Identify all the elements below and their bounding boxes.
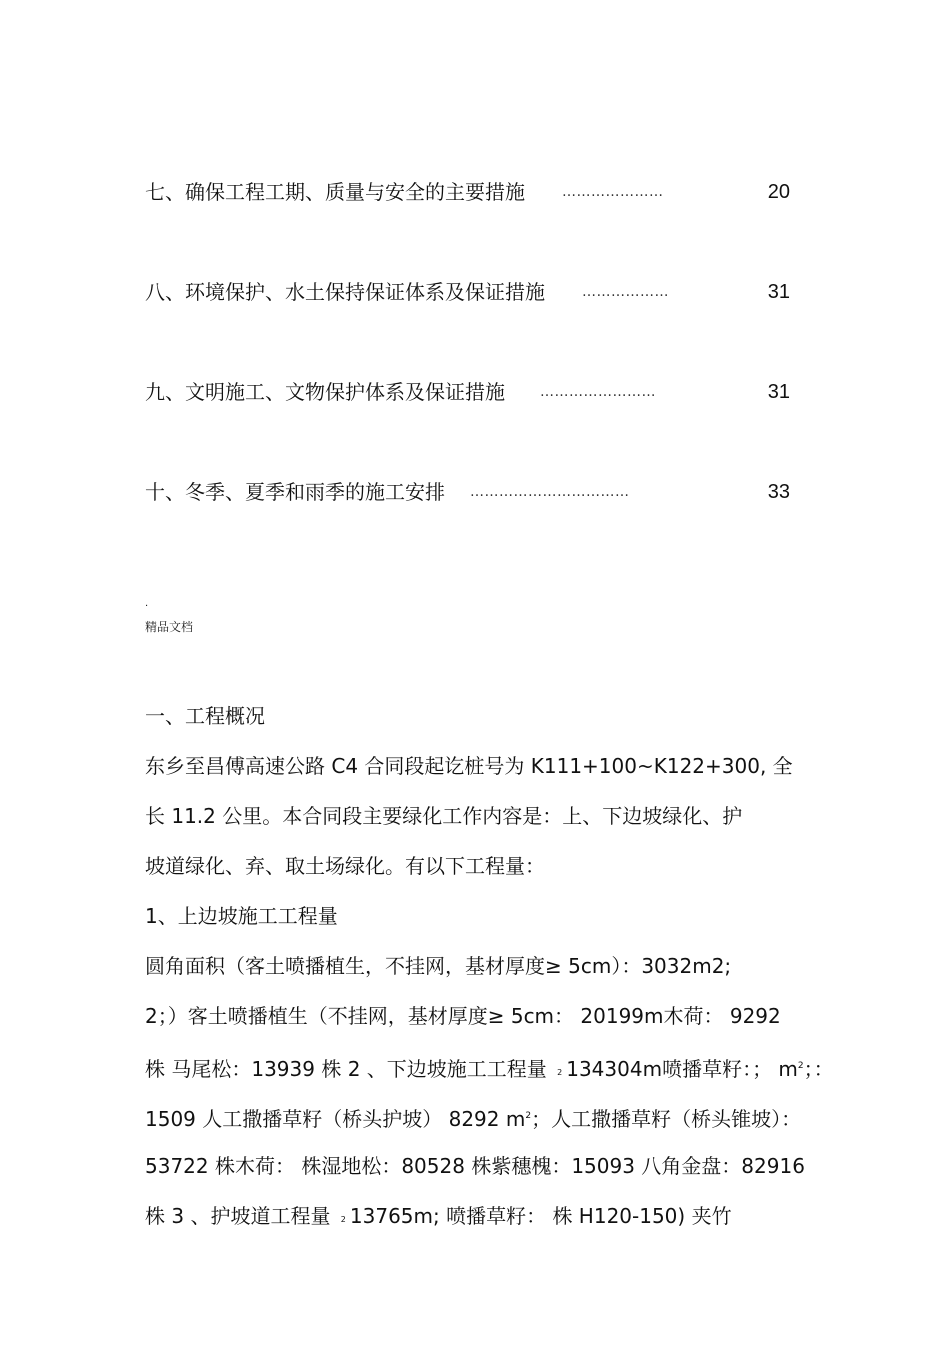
section-heading: 一、工程概况 [145,704,265,728]
toc-row-10 [145,477,795,507]
toc-row-8 [145,277,795,307]
toc-title: 七、确保工程工期、质量与安全的主要措施 [145,180,525,204]
toc-leader-dots: ………………… [562,184,664,200]
small-superscript: 2 [340,1215,346,1224]
document-watermark-label: 精品文档 [145,620,194,634]
toc-leader-dots: …………………………… [470,484,630,500]
toc-title: 九、文明施工、文物保护体系及保证措施 [145,380,505,404]
text-run: 株 马尾松：13939 株 2 、下边坡施工工程量 [145,1057,554,1081]
toc-title: 十、冬季、夏季和雨季的施工安排 [145,480,445,504]
body-line: 东乡至昌傅高速公路 C4 合同段起讫桩号为 K111+100~K122+300, 全 [145,754,793,778]
body-line: 长 11.2 公里。本合同段主要绿化工作内容是：上、下边坡绿化、护 [145,804,743,828]
text-run: 株 3 、护坡道工程量 [145,1204,337,1228]
text-run: 13765m; 喷播草籽： 株 H120-150) 夹竹 [349,1204,732,1228]
toc-page-number: 20 [767,181,790,203]
text-run: 134304m喷播草籽：； m [566,1057,798,1081]
dot-mark: . [145,598,149,609]
toc-leader-dots: …………………… [540,384,656,400]
body-line: 53722 株木荷： 株湿地松：80528 株紫穗槐：15093 八角金盘：82916 [145,1154,805,1178]
toc-row-7 [145,177,795,207]
toc-page-number: 31 [767,381,790,403]
small-superscript: 2 [557,1068,563,1077]
superscript: 2 [525,1111,532,1121]
text-run: 1509 人工撒播草籽（桥头护坡） 8292 m [145,1107,526,1131]
toc-page-number: 31 [767,281,790,303]
toc-title: 八、环境保护、水土保持保证体系及保证措施 [145,280,545,304]
text-run: ；人工撒播草籽（桥头锥坡）： [531,1107,802,1131]
toc-leader-dots: ……………… [582,284,669,300]
toc-page-number: 33 [767,481,790,503]
body-line: 圆角面积（客土喷播植生，不挂网，基材厚度≥ 5cm）：3032m2; [145,954,732,978]
body-line [145,1101,801,1134]
body-line: 2；）客土喷播植生（不挂网，基材厚度≥ 5cm： 20199m木荷： 9292 [145,1004,781,1028]
toc-row-9 [145,377,795,407]
body-line: 坡道绿化、弃、取土场绿化。有以下工程量： [145,854,545,878]
text-run: ；： [803,1057,834,1081]
body-line [145,1051,834,1088]
subsection-heading: 1、上边坡施工工程量 [145,904,338,928]
body-line [145,1201,732,1235]
superscript: 2 [797,1061,804,1071]
